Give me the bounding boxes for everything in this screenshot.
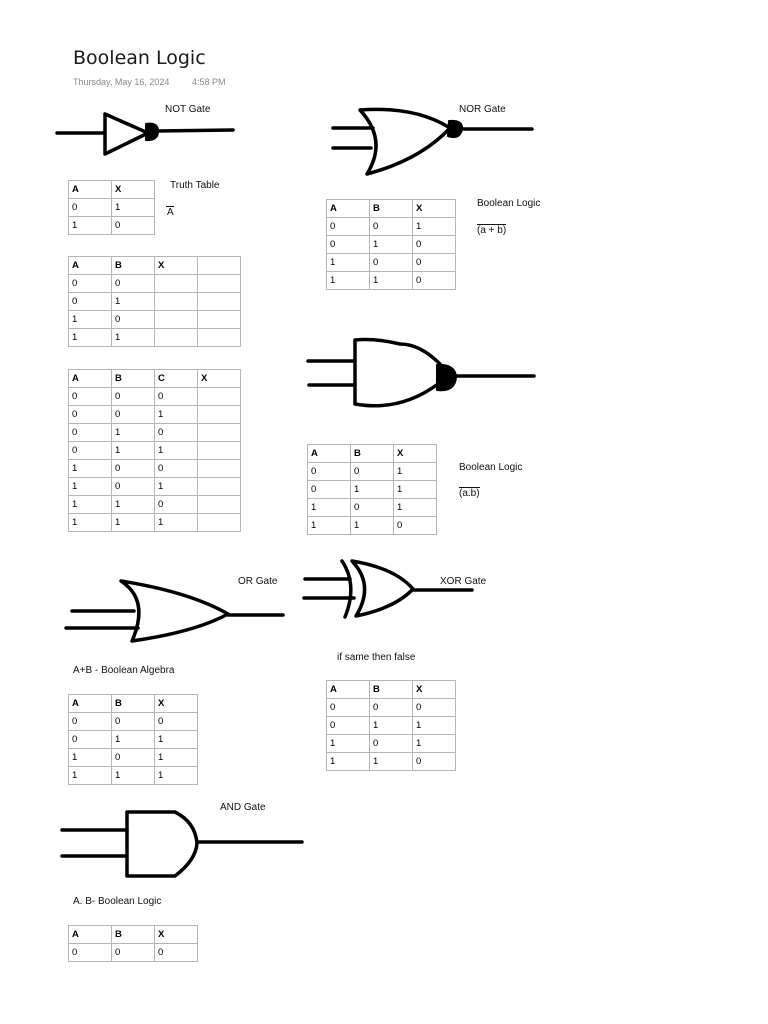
table-cell: B xyxy=(112,926,155,944)
table-cell: 1 xyxy=(351,481,394,499)
table-cell: 0 xyxy=(155,388,198,406)
table-row xyxy=(69,944,198,962)
table-row xyxy=(327,735,456,753)
table-row xyxy=(308,445,437,463)
table-cell: 0 xyxy=(112,406,155,424)
nor-gate-label: NOR Gate xyxy=(459,104,506,115)
table-cell: B xyxy=(112,370,155,388)
page-date: Thursday, May 16, 2024 xyxy=(73,77,170,87)
table-cell: 0 xyxy=(155,944,198,962)
table-cell: 1 xyxy=(327,254,370,272)
table-cell: C xyxy=(155,370,198,388)
table-cell: 0 xyxy=(112,944,155,962)
table-cell: 0 xyxy=(308,463,351,481)
table-cell: 1 xyxy=(370,753,413,771)
table-cell: 0 xyxy=(69,275,112,293)
table-cell: 1 xyxy=(155,442,198,460)
table-cell: 1 xyxy=(370,717,413,735)
not-expression: A xyxy=(167,207,174,218)
table-cell: B xyxy=(370,200,413,218)
table-cell: 0 xyxy=(69,944,112,962)
table-cell: B xyxy=(351,445,394,463)
table-cell: 0 xyxy=(112,713,155,731)
table-cell: X xyxy=(155,695,198,713)
table-cell: 1 xyxy=(112,442,155,460)
table-row xyxy=(69,388,241,406)
blank-two-input-table xyxy=(68,256,241,347)
table-cell: 1 xyxy=(155,514,198,532)
table-cell: X xyxy=(394,445,437,463)
table-cell: 1 xyxy=(69,460,112,478)
table-cell: 0 xyxy=(327,218,370,236)
table-cell: 1 xyxy=(155,731,198,749)
table-cell: 0 xyxy=(69,388,112,406)
table-cell xyxy=(155,275,198,293)
table-row xyxy=(327,681,456,699)
table-cell: 0 xyxy=(327,236,370,254)
table-cell: X xyxy=(198,370,241,388)
table-cell: A xyxy=(69,257,112,275)
table-row xyxy=(308,499,437,517)
table-cell: 1 xyxy=(351,517,394,535)
table-cell: A xyxy=(69,926,112,944)
and-logic-label: A. B- Boolean Logic xyxy=(73,896,162,907)
table-row xyxy=(69,695,198,713)
table-cell: 0 xyxy=(413,272,456,290)
table-cell: 0 xyxy=(351,463,394,481)
table-cell: 0 xyxy=(69,424,112,442)
table-row xyxy=(327,753,456,771)
table-cell: 1 xyxy=(394,481,437,499)
table-cell: B xyxy=(112,695,155,713)
table-row xyxy=(69,514,241,532)
table-cell xyxy=(198,496,241,514)
table-cell: 0 xyxy=(112,311,155,329)
table-cell: 0 xyxy=(327,717,370,735)
table-cell: 0 xyxy=(155,713,198,731)
blank-three-input-table xyxy=(68,369,241,532)
table-row xyxy=(69,199,155,217)
table-cell: 0 xyxy=(69,713,112,731)
table-cell: 1 xyxy=(112,496,155,514)
table-cell: 1 xyxy=(413,735,456,753)
table-row xyxy=(308,463,437,481)
table-cell: 0 xyxy=(370,218,413,236)
nor-logic-title: Boolean Logic xyxy=(477,198,541,209)
table-cell: 1 xyxy=(308,517,351,535)
table-cell: 1 xyxy=(308,499,351,517)
table-row xyxy=(327,272,456,290)
table-cell: 1 xyxy=(155,478,198,496)
xor-truth-table xyxy=(326,680,456,771)
table-row xyxy=(308,517,437,535)
table-row xyxy=(308,481,437,499)
table-cell: 1 xyxy=(155,749,198,767)
or-gate-label: OR Gate xyxy=(238,576,278,587)
table-cell xyxy=(198,257,241,275)
table-cell: X xyxy=(155,257,198,275)
table-cell: 1 xyxy=(413,218,456,236)
table-row xyxy=(69,926,198,944)
table-cell: 1 xyxy=(69,496,112,514)
table-row xyxy=(69,460,241,478)
xor-gate-label: XOR Gate xyxy=(440,576,487,587)
and-gate-symbol xyxy=(62,812,302,876)
table-cell: 0 xyxy=(308,481,351,499)
table-cell: 1 xyxy=(394,463,437,481)
table-row xyxy=(69,217,155,235)
table-cell xyxy=(198,293,241,311)
table-cell: A xyxy=(69,181,112,199)
table-cell: A xyxy=(69,370,112,388)
table-cell: 1 xyxy=(112,199,155,217)
nand-logic-title: Boolean Logic xyxy=(459,462,523,473)
table-cell: 1 xyxy=(413,717,456,735)
table-cell xyxy=(155,311,198,329)
table-cell: 0 xyxy=(155,460,198,478)
table-row xyxy=(69,181,155,199)
nand-truth-table xyxy=(307,444,437,535)
table-cell: A xyxy=(308,445,351,463)
table-row xyxy=(69,311,241,329)
table-row xyxy=(69,496,241,514)
table-cell: 1 xyxy=(69,478,112,496)
table-cell: 1 xyxy=(69,767,112,785)
table-cell: 0 xyxy=(413,236,456,254)
table-cell: 0 xyxy=(394,517,437,535)
table-cell: 0 xyxy=(351,499,394,517)
table-cell: X xyxy=(155,926,198,944)
table-cell: 0 xyxy=(370,699,413,717)
table-cell: 1 xyxy=(327,272,370,290)
table-cell xyxy=(155,329,198,347)
xor-rule-label: if same then false xyxy=(337,652,416,663)
truth-table-label: Truth Table xyxy=(170,180,220,191)
page-time: 4:58 PM xyxy=(192,77,226,87)
table-cell xyxy=(198,329,241,347)
table-cell: 0 xyxy=(69,406,112,424)
not-gate-symbol xyxy=(57,114,233,154)
table-cell: 1 xyxy=(327,753,370,771)
table-cell: 1 xyxy=(112,329,155,347)
table-cell: A xyxy=(327,681,370,699)
table-cell: 0 xyxy=(413,753,456,771)
table-cell xyxy=(198,311,241,329)
or-algebra-label: A+B - Boolean Algebra xyxy=(73,665,175,676)
table-cell xyxy=(198,514,241,532)
table-cell: 1 xyxy=(112,514,155,532)
table-cell: 1 xyxy=(112,731,155,749)
table-cell: 0 xyxy=(327,699,370,717)
table-cell xyxy=(198,442,241,460)
nor-gate-symbol xyxy=(333,109,532,174)
table-row xyxy=(69,275,241,293)
not-gate-label: NOT Gate xyxy=(165,104,211,115)
table-row xyxy=(69,406,241,424)
nand-expression: (a.b) xyxy=(459,488,480,499)
table-cell: 1 xyxy=(69,749,112,767)
table-cell: 1 xyxy=(69,329,112,347)
table-row xyxy=(69,424,241,442)
nor-truth-table xyxy=(326,199,456,290)
table-cell: 0 xyxy=(69,293,112,311)
table-cell: 1 xyxy=(69,217,112,235)
or-gate-symbol xyxy=(66,581,283,641)
table-cell: 0 xyxy=(69,731,112,749)
table-cell: 0 xyxy=(112,388,155,406)
table-row xyxy=(327,236,456,254)
table-cell: 1 xyxy=(327,735,370,753)
table-cell: 0 xyxy=(370,735,413,753)
table-row xyxy=(327,218,456,236)
table-cell: 0 xyxy=(112,217,155,235)
table-cell: 1 xyxy=(394,499,437,517)
table-cell: 0 xyxy=(112,749,155,767)
nand-gate-symbol xyxy=(308,340,534,406)
table-row xyxy=(327,717,456,735)
and-gate-label: AND Gate xyxy=(220,802,266,813)
table-row xyxy=(69,478,241,496)
table-cell xyxy=(198,460,241,478)
table-cell: 1 xyxy=(155,406,198,424)
table-cell: X xyxy=(112,181,155,199)
xor-gate-symbol xyxy=(304,561,472,617)
table-cell: 0 xyxy=(413,254,456,272)
table-cell xyxy=(198,275,241,293)
table-row xyxy=(69,713,198,731)
table-row xyxy=(69,767,198,785)
table-cell: 1 xyxy=(112,767,155,785)
table-row xyxy=(69,293,241,311)
table-cell: 0 xyxy=(155,496,198,514)
page-title: Boolean Logic xyxy=(73,47,206,69)
table-cell: 0 xyxy=(69,199,112,217)
table-cell: A xyxy=(69,695,112,713)
table-cell: 0 xyxy=(155,424,198,442)
table-row xyxy=(69,370,241,388)
table-cell: 1 xyxy=(370,272,413,290)
table-cell: 0 xyxy=(112,478,155,496)
table-row xyxy=(69,442,241,460)
table-cell: 1 xyxy=(155,767,198,785)
table-cell xyxy=(198,478,241,496)
table-cell: A xyxy=(327,200,370,218)
table-cell xyxy=(198,406,241,424)
table-row xyxy=(69,257,241,275)
table-cell: 1 xyxy=(112,424,155,442)
not-truth-table xyxy=(68,180,155,235)
table-cell: 0 xyxy=(69,442,112,460)
table-row xyxy=(69,749,198,767)
table-cell xyxy=(198,388,241,406)
and-truth-table xyxy=(68,925,198,962)
table-cell: 1 xyxy=(112,293,155,311)
table-row xyxy=(69,329,241,347)
table-row xyxy=(327,699,456,717)
table-cell xyxy=(155,293,198,311)
nor-expression: (a + b) xyxy=(477,225,507,236)
table-cell: X xyxy=(413,681,456,699)
table-cell: 1 xyxy=(69,311,112,329)
table-cell: 0 xyxy=(112,460,155,478)
table-cell: 0 xyxy=(370,254,413,272)
table-cell: 0 xyxy=(413,699,456,717)
table-cell: 1 xyxy=(370,236,413,254)
table-row xyxy=(327,254,456,272)
table-cell: 1 xyxy=(69,514,112,532)
table-cell: X xyxy=(413,200,456,218)
table-cell: 0 xyxy=(112,275,155,293)
table-cell: B xyxy=(370,681,413,699)
table-row xyxy=(327,200,456,218)
table-row xyxy=(69,731,198,749)
or-truth-table xyxy=(68,694,198,785)
table-cell: B xyxy=(112,257,155,275)
table-cell xyxy=(198,424,241,442)
